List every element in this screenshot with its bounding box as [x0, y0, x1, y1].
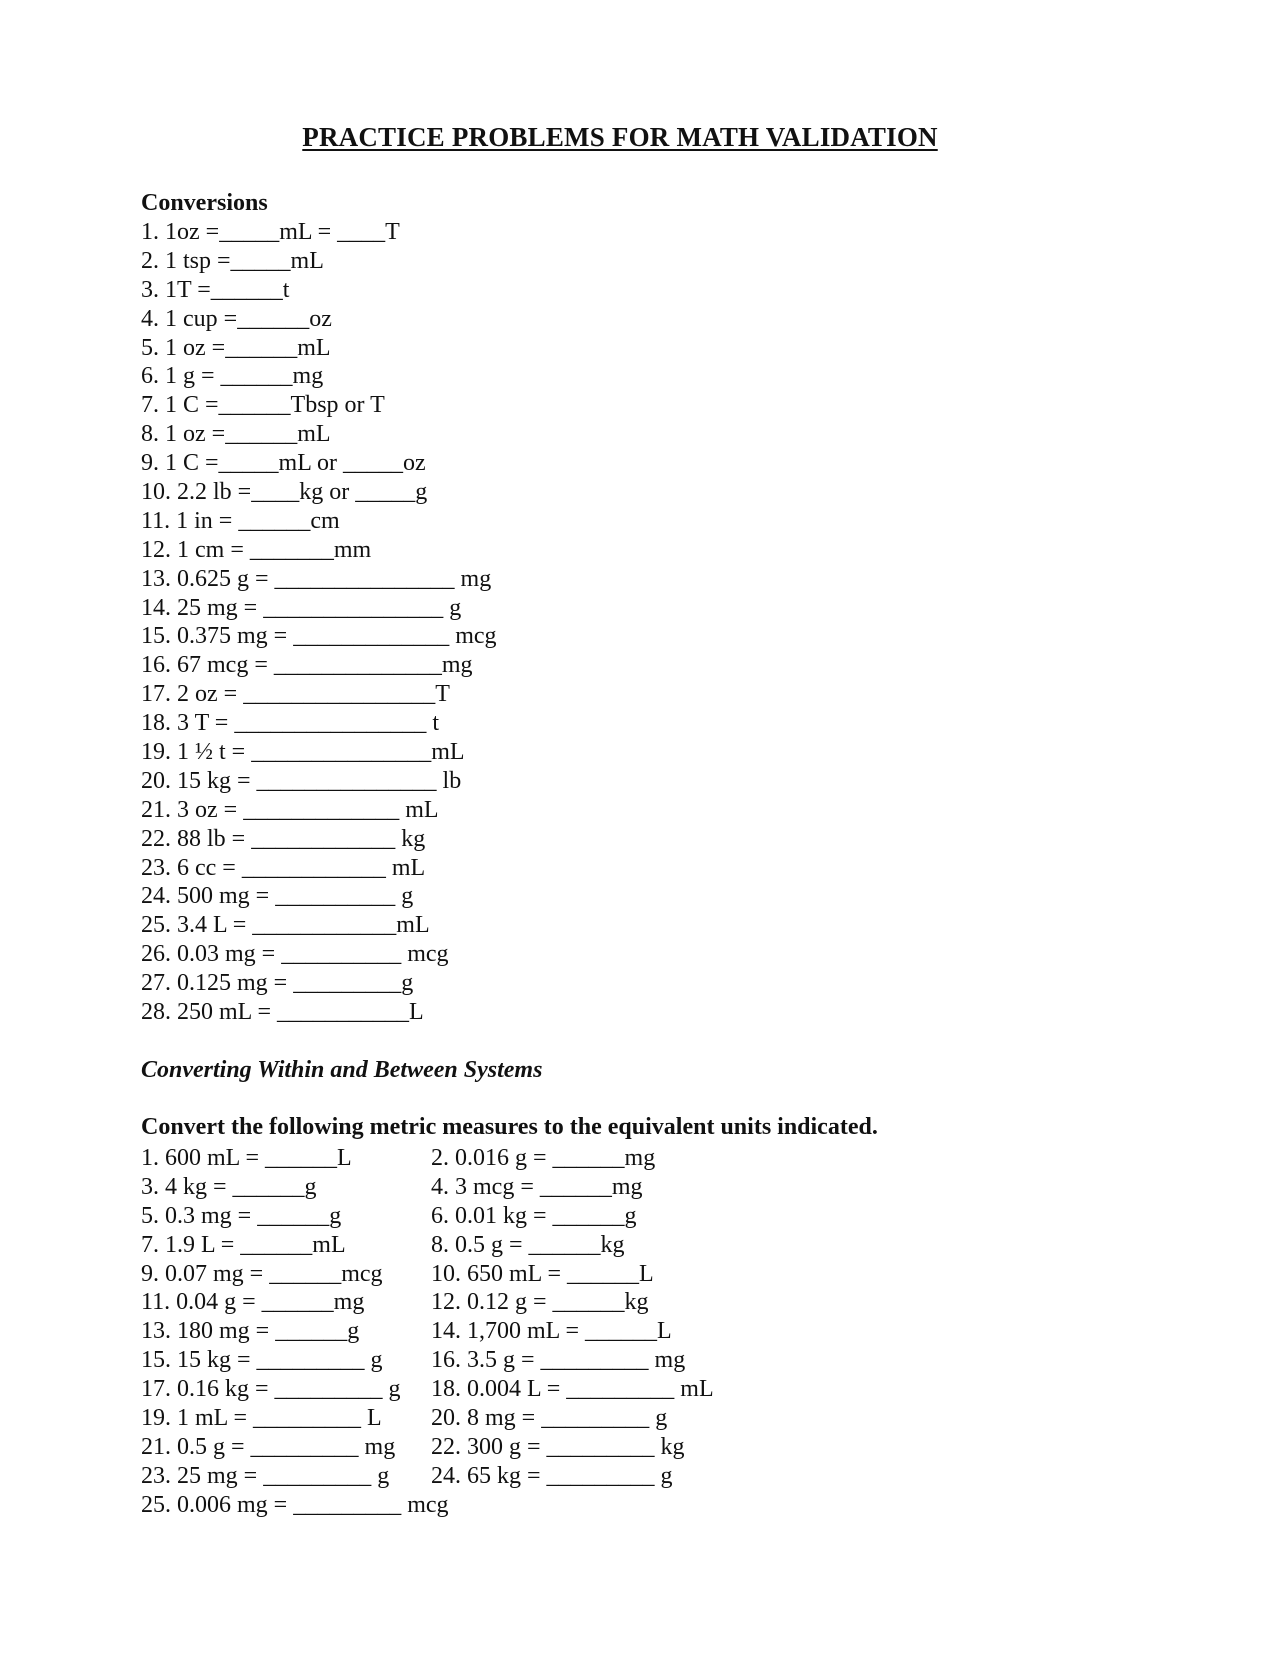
list-item: 1. 600 mL = ______L [141, 1145, 352, 1171]
list-item: 13. 180 mg = ______g [141, 1318, 360, 1345]
section-heading-instructions: Convert the following metric measures to the equivalent units indicated. [141, 1114, 878, 1140]
list-item: 1. 1oz =_____mL = ____T [141, 219, 400, 245]
list-item: 5. 1 oz =______mL [141, 334, 331, 361]
list-item: 6. 1 g = ______mg [141, 363, 324, 390]
list-item: 2. 1 tsp =_____mL [141, 247, 324, 274]
section-heading-conversions: Conversions [141, 190, 268, 216]
list-item: 25. 3.4 L = ____________mL [141, 912, 430, 939]
list-item: 22. 88 lb = ____________ kg [141, 825, 426, 852]
list-item: 5. 0.3 mg = ______g [141, 1202, 342, 1229]
list-item: 25. 0.006 mg = _________ mcg [141, 1491, 449, 1518]
list-item: 23. 6 cc = ____________ mL [141, 854, 426, 881]
list-item: 9. 0.07 mg = ______mcg [141, 1260, 383, 1287]
list-item: 11. 1 in = ______cm [141, 507, 340, 534]
metric-list-left [141, 1144, 449, 1520]
metric-list-right [431, 1144, 714, 1491]
list-item: 4. 3 mcg = ______mg [431, 1173, 643, 1200]
list-item: 19. 1 ½ t = _______________mL [141, 739, 465, 766]
list-item: 11. 0.04 g = ______mg [141, 1289, 365, 1316]
list-item: 15. 0.375 mg = _____________ mcg [141, 623, 497, 650]
list-item: 3. 4 kg = ______g [141, 1173, 317, 1200]
list-item: 10. 650 mL = ______L [431, 1260, 654, 1287]
list-item: 23. 25 mg = _________ g [141, 1462, 390, 1489]
list-item: 21. 0.5 g = _________ mg [141, 1433, 396, 1460]
list-item: 8. 1 oz =______mL [141, 421, 331, 448]
list-item: 27. 0.125 mg = _________g [141, 970, 414, 997]
section-heading-systems: Converting Within and Between Systems [141, 1057, 543, 1083]
list-item: 2. 0.016 g = ______mg [431, 1145, 656, 1171]
page-title: PRACTICE PROBLEMS FOR MATH VALIDATION [302, 122, 938, 152]
list-item: 7. 1.9 L = ______mL [141, 1231, 346, 1258]
list-item: 20. 15 kg = _______________ lb [141, 767, 462, 794]
list-item: 9. 1 C =_____mL or _____oz [141, 450, 426, 477]
list-item: 3. 1T =______t [141, 276, 290, 303]
list-item: 22. 300 g = _________ kg [431, 1433, 685, 1460]
list-item: 18. 3 T = ________________ t [141, 710, 439, 737]
list-item: 16. 3.5 g = _________ mg [431, 1347, 686, 1374]
list-item: 17. 0.16 kg = _________ g [141, 1376, 401, 1403]
list-item: 24. 65 kg = _________ g [431, 1462, 673, 1489]
list-item: 20. 8 mg = _________ g [431, 1405, 668, 1432]
list-item: 14. 1,700 mL = ______L [431, 1318, 672, 1345]
list-item: 28. 250 mL = ___________L [141, 999, 424, 1026]
list-item: 13. 0.625 g = _______________ mg [141, 565, 492, 592]
list-item: 14. 25 mg = _______________ g [141, 594, 462, 621]
list-item: 7. 1 C =______Tbsp or T [141, 392, 385, 419]
list-item: 24. 500 mg = __________ g [141, 883, 414, 910]
list-item: 26. 0.03 mg = __________ mcg [141, 941, 449, 968]
list-item: 6. 0.01 kg = ______g [431, 1202, 637, 1229]
list-item: 12. 0.12 g = ______kg [431, 1289, 649, 1316]
list-item: 12. 1 cm = _______mm [141, 536, 372, 563]
conversions-list [141, 218, 497, 1027]
list-item: 16. 67 mcg = ______________mg [141, 652, 473, 679]
list-item: 21. 3 oz = _____________ mL [141, 796, 439, 823]
list-item: 18. 0.004 L = _________ mL [431, 1376, 714, 1403]
list-item: 17. 2 oz = ________________T [141, 681, 450, 708]
list-item: 4. 1 cup =______oz [141, 305, 332, 332]
list-item: 10. 2.2 lb =____kg or _____g [141, 479, 428, 506]
list-item: 8. 0.5 g = ______kg [431, 1231, 625, 1258]
list-item: 19. 1 mL = _________ L [141, 1405, 382, 1432]
list-item: 15. 15 kg = _________ g [141, 1347, 383, 1374]
